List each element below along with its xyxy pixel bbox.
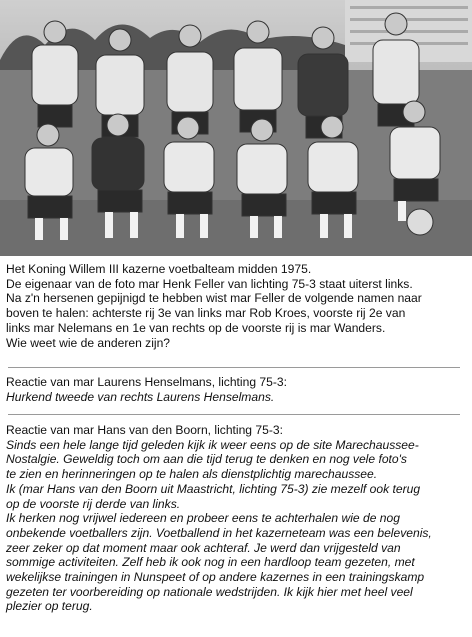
reaction-2-body bbox=[6, 438, 468, 614]
reaction-2-line: op de voorste rij derde van links. bbox=[6, 496, 181, 511]
reaction-2-line: gezeten ter voorbereiding op nationale wedstrijden. Ik kijk hier met heel veel bbox=[6, 584, 413, 599]
reaction-2-line: wekelijkse trainingen in Nunspeet of op andere kazernes in een trainingskamp bbox=[6, 570, 425, 585]
caption-line: De eigenaar van de foto mar Henk Feller van lichting 75-3 staat uiterst links. bbox=[6, 276, 413, 291]
team-photo-graphic bbox=[0, 0, 472, 256]
photo-caption bbox=[6, 262, 468, 350]
caption-line: boven te halen: achterste rij 3e van links mar Rob Kroes, voorste rij 2e van bbox=[6, 306, 406, 321]
reaction-1 bbox=[6, 375, 468, 404]
caption-line: Wie weet wie de anderen zijn? bbox=[6, 335, 171, 350]
caption-line: Na z'n hersenen gepijnigd te hebben wist mar Feller de volgende namen naar bbox=[6, 291, 422, 306]
reaction-2-line: Ik herken nog vrijwel iedereen en probeer eens te achterhalen wie de nog bbox=[6, 511, 400, 526]
divider bbox=[8, 414, 460, 415]
reaction-1-heading: Reactie van mar Laurens Henselmans, lichting 75-3: bbox=[6, 375, 287, 389]
reaction-2-line: zeer zeker op dat moment maar ook achteraf. Je werd dan vrijgesteld van bbox=[6, 540, 401, 555]
reaction-2-line: plezier op terug. bbox=[6, 599, 93, 614]
reaction-2-line: Sinds een hele lange tijd geleden kijk ik weer eens op de site Marechaussee- bbox=[6, 437, 419, 452]
reaction-2-line: sommige activiteiten. Zelf heb ik ook nog in een hardloop team gezeten, met bbox=[6, 555, 415, 570]
reaction-2 bbox=[6, 423, 468, 614]
reaction-2-line: Nostalgie. Geweldig toch om aan die tijd terug te denken en nog vele foto's bbox=[6, 452, 407, 467]
reaction-2-line: te zien en herinneringen op te halen als dienstplichtig marechaussee. bbox=[6, 467, 378, 482]
reaction-1-body: Hurkend tweede van rechts Laurens Henselmans. bbox=[6, 389, 275, 404]
divider bbox=[8, 367, 460, 368]
caption-line: links mar Nelemans en 1e van rechts op de voorste rij is mar Wanders. bbox=[6, 320, 386, 335]
caption-line: Het Koning Willem III kazerne voetbalteam midden 1975. bbox=[6, 262, 312, 276]
reaction-2-heading: Reactie van mar Hans van den Boorn, lichting 75-3: bbox=[6, 423, 283, 437]
reaction-2-line: Ik (mar Hans van den Boorn uit Maastricht, lichting 75-3) zie mezelf ook terug bbox=[6, 481, 421, 496]
team-photo bbox=[0, 0, 472, 256]
reaction-2-line: onbekende voetballers zijn. Voetballend in het kazerneteam was een belevenis, bbox=[6, 525, 432, 540]
